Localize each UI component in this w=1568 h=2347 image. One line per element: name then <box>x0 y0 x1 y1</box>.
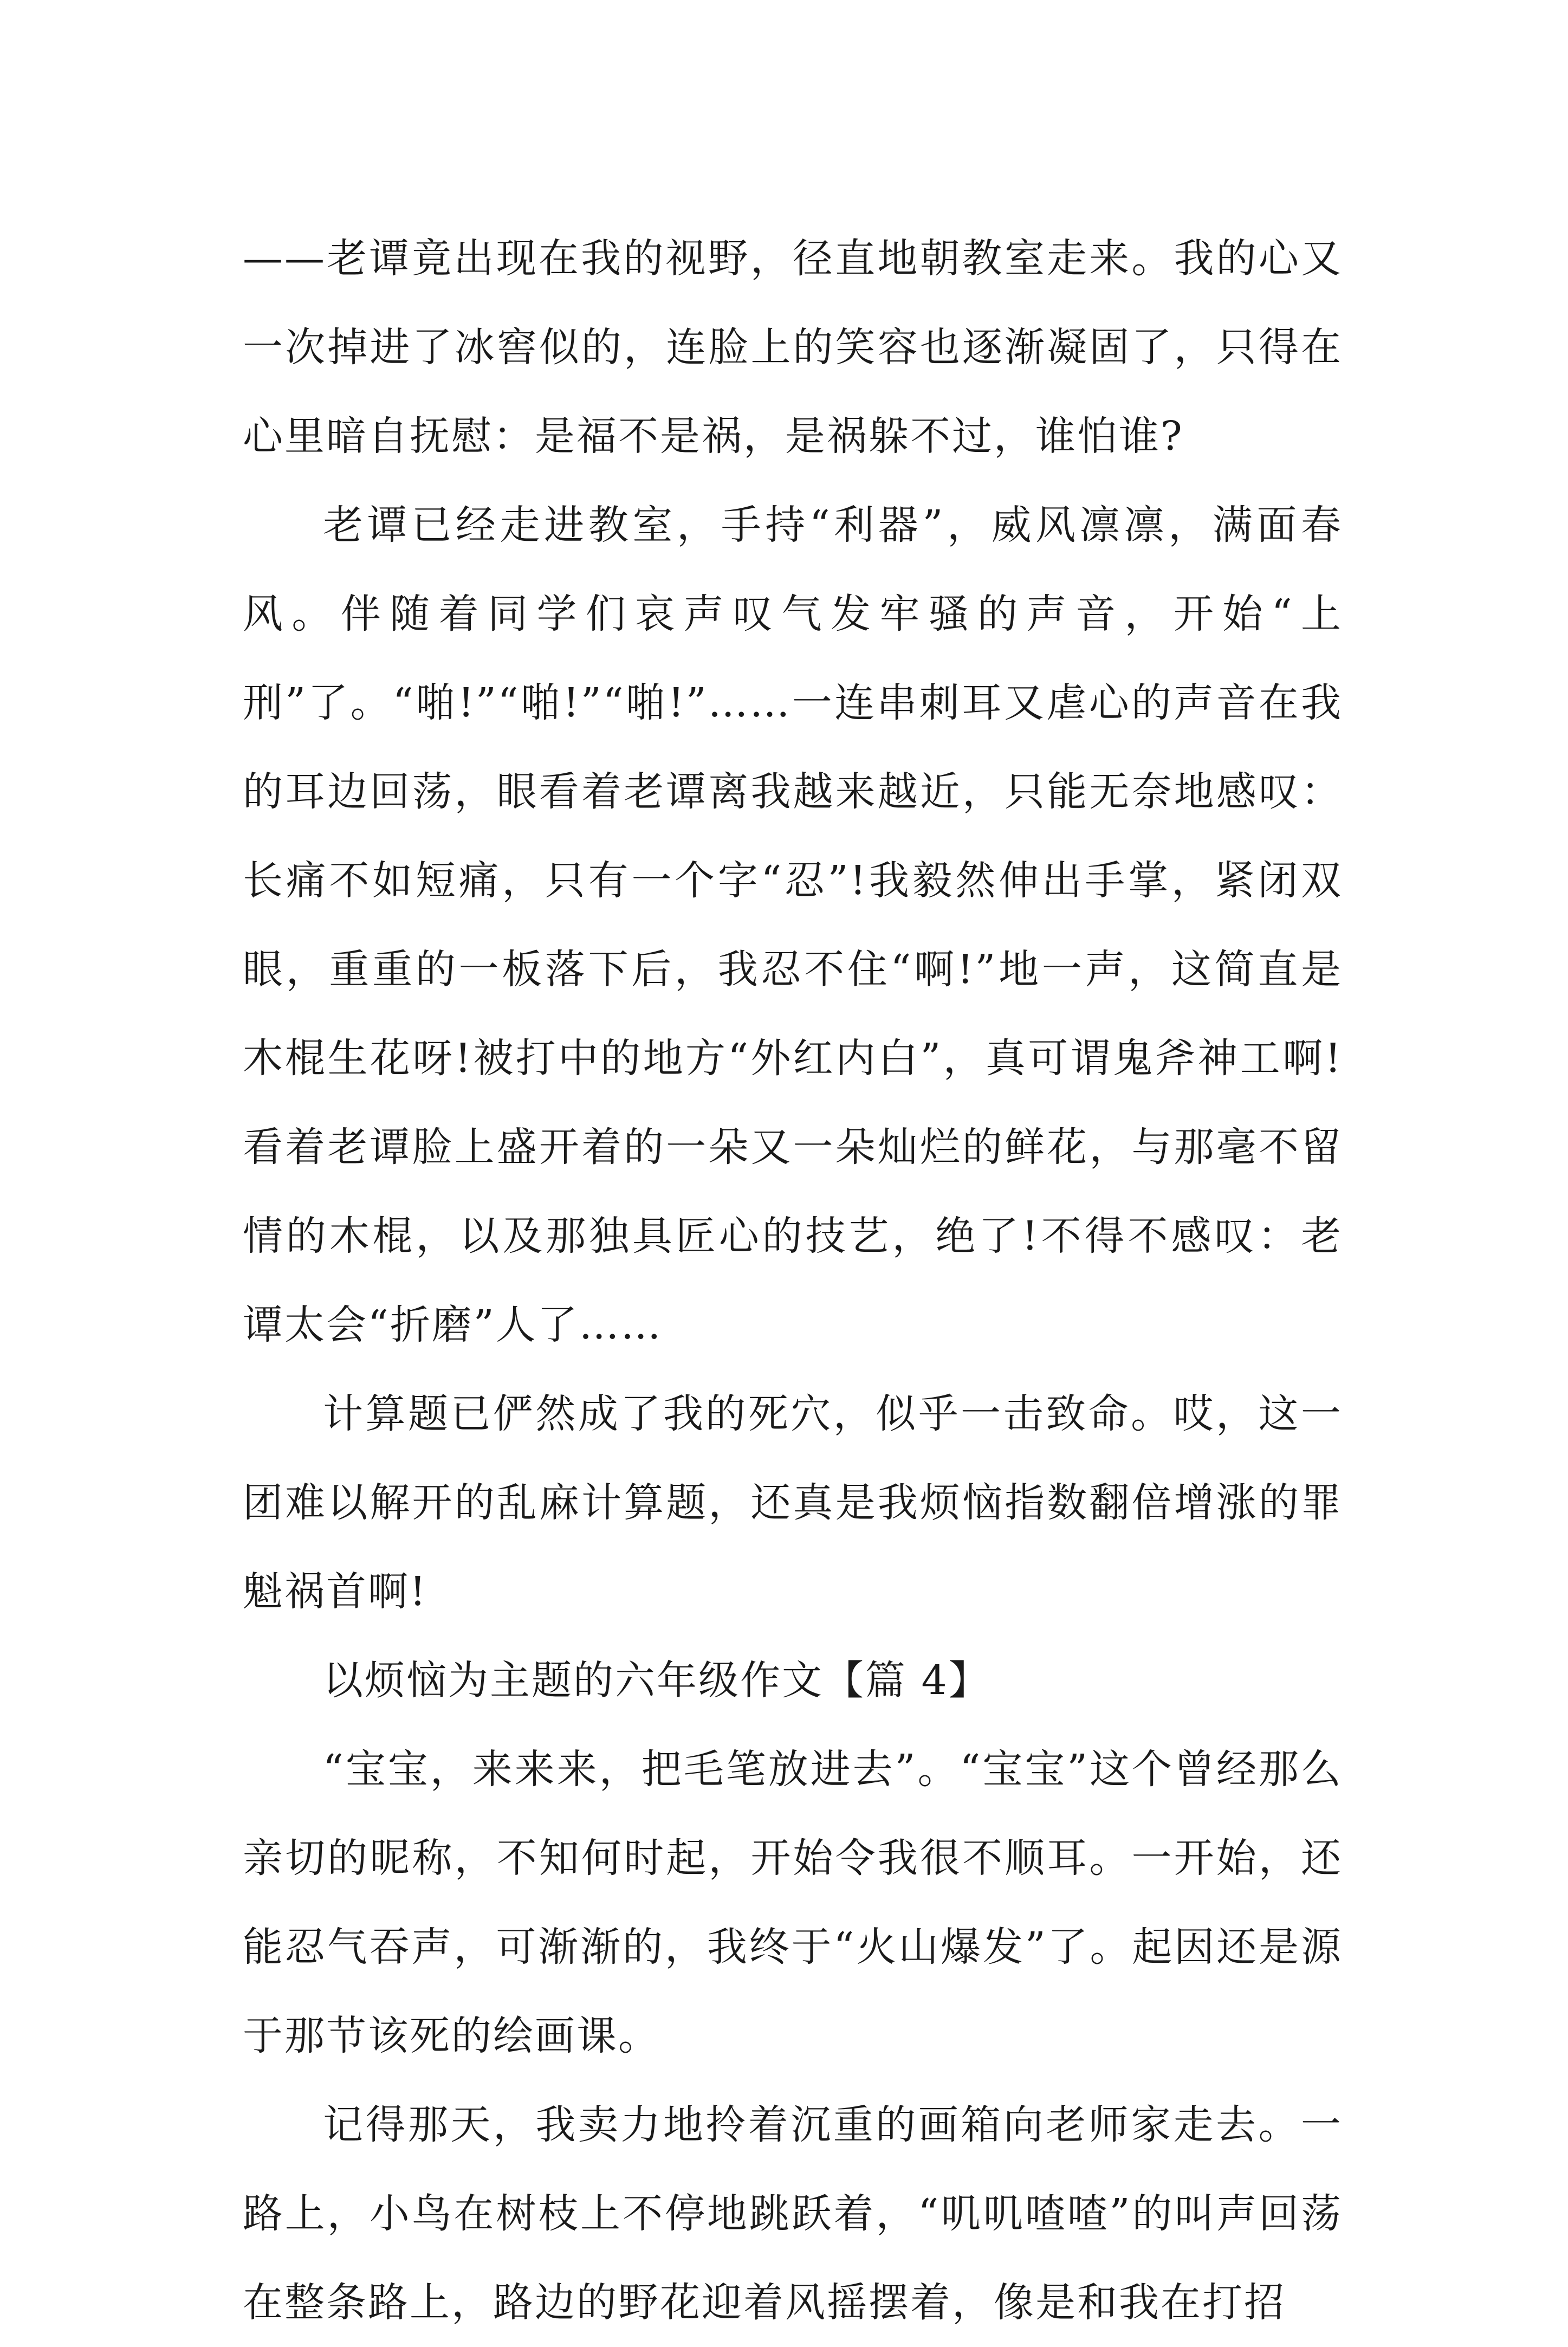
essay-section-heading: 以烦恼为主题的六年级作文【篇 4】 <box>323 1657 990 1704</box>
essay-body <box>243 214 1343 2347</box>
paragraph-continued-scene: ——老谭竟出现在我的视野，径直地朝教室走来。我的心又一次掉进了冰窖似的，连脸上的笑容也逐渐凝固了，只得在心里暗自抚慰：是福不是祸，是祸躲不过，谁怕谁? <box>243 235 1343 460</box>
paragraph-nickname: “宝宝，来来来，把毛笔放进去”。“宝宝”这个曾经那么亲切的昵称，不知何时起，开始令我很不顺耳。一开始，还能忍气吞声，可渐渐的，我终于“火山爆发”了。起因还是源于那节该死的绘画课。 <box>243 1746 1343 2059</box>
paragraph-punishment: 老谭已经走进教室，手持“利器”，威风凛凛，满面春风。伴随着同学们哀声叹气发牢骚的声音，开始“上刑”了。“啪!”“啪!”“啪!”……一连串刺耳又虐心的声音在我的耳边回荡，眼看着老谭离我越来越近，只能无奈地感叹：长痛不如短痛，只有一个字“忍”!我毅然伸出手掌，紧闭双眼，重重的一板落下后，我忍不住“啊!”地一声，这简直是木棍生花呀!被打中的地方“外红内白”，真可谓鬼斧神工啊!看着老谭脸上盛开着的一朵又一朵灿烂的鲜花，与那毫不留情的木棍，以及那独具匠心的技艺，绝了!不得不感叹：老谭太会“折磨”人了…… <box>243 502 1343 1348</box>
paragraph-calculation-problem: 计算题已俨然成了我的死穴，似乎一击致命。哎，这一团难以解开的乱麻计算题，还真是我烦恼指数翻倍增涨的罪魁祸首啊! <box>243 1391 1343 1615</box>
paragraph-walk-to-teacher: 记得那天，我卖力地拎着沉重的画箱向老师家走去。一路上，小鸟在树枝上不停地跳跃着，“叽叽喳喳”的叫声回荡在整条路上，路边的野花迎着风摇摆着，像是和我在打招 <box>243 2102 1343 2326</box>
